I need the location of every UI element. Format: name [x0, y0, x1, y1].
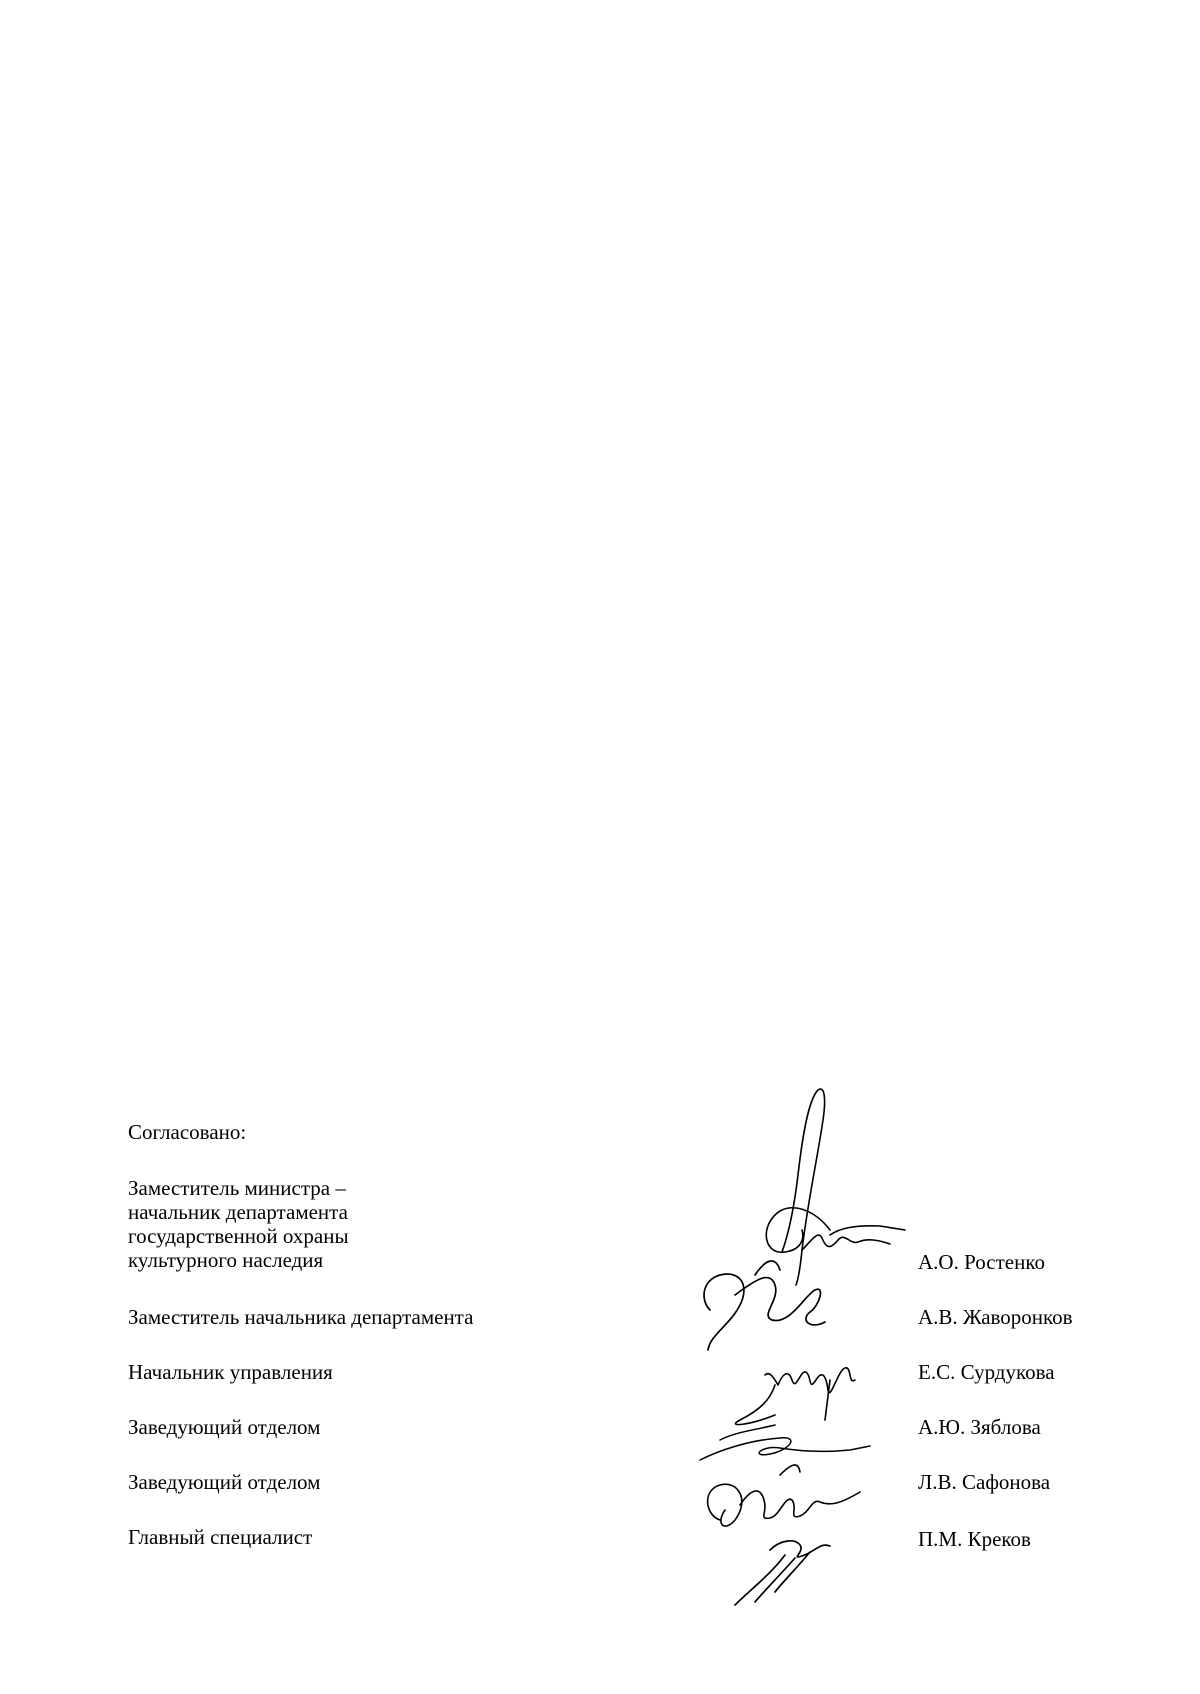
signatory-6-position: Главный специалист	[128, 1525, 313, 1549]
signature-3	[735, 1368, 855, 1425]
signatory-2-name: А.В. Жаворонков	[918, 1305, 1073, 1329]
approval-heading: Согласовано:	[128, 1120, 247, 1144]
signature-4	[700, 1425, 870, 1460]
signatory-5-position: Заведующий отделом	[128, 1470, 321, 1494]
signature-1	[766, 1089, 905, 1285]
signatory-4-name: А.Ю. Зяблова	[918, 1415, 1041, 1439]
signature-5	[708, 1465, 860, 1526]
signatory-1-position-line-1: Заместитель министра –	[128, 1176, 346, 1200]
signatory-1-position-line-2: начальник департамента	[128, 1200, 348, 1224]
signature-6	[735, 1541, 830, 1605]
signatory-3-position: Начальник управления	[128, 1360, 333, 1384]
signatory-1-position-line-3: государственной охраны	[128, 1224, 349, 1248]
signatory-1-name: А.О. Ростенко	[918, 1250, 1045, 1274]
signatory-6-name: П.М. Креков	[918, 1527, 1031, 1551]
signatory-3-name: Е.С. Сурдукова	[918, 1360, 1055, 1384]
signature-2	[704, 1261, 825, 1350]
signatory-4-position: Заведующий отделом	[128, 1415, 321, 1439]
signatory-1-position-line-4: культурного наследия	[128, 1248, 324, 1272]
signatory-5-name: Л.В. Сафонова	[918, 1470, 1051, 1494]
handwritten-signatures	[680, 1080, 910, 1620]
signatory-2-position: Заместитель начальника департамента	[128, 1305, 474, 1329]
